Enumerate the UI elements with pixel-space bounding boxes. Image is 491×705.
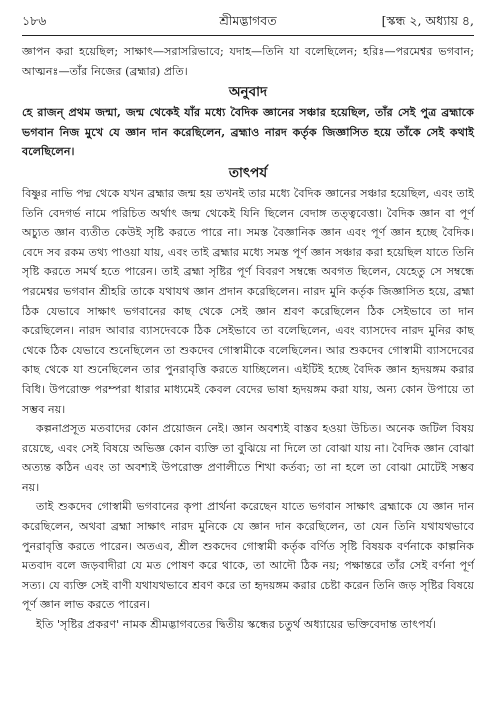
page-number: ১৮৬ — [22, 13, 47, 28]
purport-paragraph-2: কল্পনাপ্রসূত মতবাদের কোন প্রয়োজন নেই। জ্ঞান অবশ্যই বাস্তব হওয়া উচিত। অনেক জটিল বিষয় রয়েছে, এবং সেই বিষয়ে অভিজ্ঞ কোন ব্যক্তি তা বুঝিয়ে না দিলে তা বোঝা যায় না। বৈদিক জ্ঞান বোঝা অত্যন্ত কঠিন এবং তা অবশ্যই উপরোক্ত প্রণালীতে শিখা কর্তব্য; তা না হলে তা বোঝা মোটেই সম্ভব নয়। — [22, 422, 474, 494]
purport-heading: তাৎপর্য — [228, 164, 268, 181]
page-header — [22, 8, 474, 34]
running-title: শ্রীমদ্ভাগবত — [219, 13, 277, 28]
chapter-colophon: ইতি 'সৃষ্টির প্রকরণ' নামক শ্রীমদ্ভাগবতের দ্বিতীয় স্কন্ধের চতুর্থ অধ্যায়ের ভক্তিবেদান্ত তাৎপর্য। — [36, 618, 437, 632]
translation-text: হে রাজন্ প্রথম জন্মা, জন্ম থেকেই যাঁর মধ্যে বৈদিক জ্ঞানের সঞ্চার হয়েছিল, তাঁর সেই পুত্র ব্রহ্মাকে ভগবান নিজ মুখে যে জ্ঞান দান করেছিলেন, ব্রহ্মাও নারদ কর্তৃক জিজ্ঞাসিত হয়ে তাঁকে সেই কথাই বলেছিলেন। — [22, 105, 474, 159]
translation-heading: অনুবাদ — [228, 84, 268, 101]
purport-paragraph-3: তাই শুকদেব গোস্বামী ভগবানের কৃপা প্রার্থনা করেছেন যাতে ভগবান সাক্ষাৎ ব্রহ্মাকে যে জ্ঞান দান করেছিলেন, অথবা ব্রহ্মা সাক্ষাৎ নারদ মুনিকে যে জ্ঞান দান করেছিলেন, তা যেন তিনি যথাযথভাবে পুনরাবৃত্তি করতে পারেন। অতএব, শ্রীল শুকদেব গোস্বামী কর্তৃক বর্ণিত সৃষ্টি বিষয়ক বর্ণনাকে কাল্পনিক মতবাদ বলে জড়বাদীরা যে মত পোষণ করে থাকে, তা আদৌ ঠিক নয়; পক্ষান্তরে তাঁর সেই বর্ণনা পূর্ণ সত্য। যে ব্যক্তি সেই বাণী যথাযথভাবে শ্রবণ করে তা হৃদয়ঙ্গম করার চেষ্টা করেন তিনি জড় সৃষ্টির বিষয়ে পূর্ণ জ্ঞান লাভ করতে পারেন। — [22, 500, 474, 612]
header-rule — [22, 35, 474, 36]
purport-paragraph-1: বিষ্ণুর নাভি পদ্ম থেকে যখন ব্রহ্মার জন্ম হয় তখনই তার মধ্যে বৈদিক জ্ঞানের সঞ্চার হয়েছিল, এবং তাই তিনি বেদগর্ভ নামে পরিচিত অর্থাৎ জন্ম থেকেই যিনি ছিলেন বেদাঙ্গ তত্ত্ববেত্তা। বৈদিক জ্ঞান বা পূর্ণ অচ্যুত জ্ঞান ব্যতীত কেউই সৃষ্টি করতে পারে না। সমস্ত বৈজ্ঞানিক জ্ঞান এবং পূর্ণ জ্ঞান হচ্ছে বৈদিক। বেদে সব রকম তথ্য পাওয়া যায়, এবং তাই ব্রহ্মার মধ্যে সমস্ত পূর্ণ জ্ঞান সঞ্চার করা হয়েছিল যাতে তিনি সৃষ্টি করতে সমর্থ হতে পারেন। তাই ব্রহ্মা সৃষ্টির পূর্ণ বিবরণ সম্বন্ধে অবগত ছিলেন, যেহেতু সে সম্বন্ধে পরমেশ্বর ভগবান শ্রীহরি তাকে যথাযথ জ্ঞান প্রদান করেছিলেন। নারদ মুনি কর্তৃক জিজ্ঞাসিত হয়ে, ব্রহ্মা ঠিক যেভাবে সাক্ষাৎ ভগবানের কাছ থেকে সেই জ্ঞান শ্রবণ করেছিলেন ঠিক সেইভাবে তা দান করেছিলেন। নারদ আবার ব্যাসদেবকে ঠিক সেইভাবে তা বলেছিলেন, এবং ব্যাসদেব নারদ মুনির কাছ থেকে ঠিক যেভাবে শুনেছিলেন তা শুকদেব গোস্বামীকে বলেছিলেন। আর শুকদেব গোস্বামী ব্যাসদেবের কাছ থেকে যা শুনেছিলেন তার পুনরাবৃত্তি করতে যাচ্ছিলেন। এইটিই হচ্ছে বৈদিক জ্ঞান হৃদয়ঙ্গম করার বিধি। উপরোক্ত পরম্পরা ধারার মাধ্যমেই কেবল বেদের ভাষা হৃদয়ঙ্গম করা যায়, অন্য কোন উপায়ে তা সম্ভব নয়। — [22, 186, 474, 416]
page-body — [22, 42, 474, 635]
book-page — [22, 8, 474, 632]
chapter-reference: [স্কন্ধ ২, অধ্যায় ৪, — [381, 13, 474, 28]
synonyms-text: জ্ঞাপন করা হয়েছিল; সাক্ষাৎ—সরাসরিভাবে; যদাহ—তিনি যা বলেছিলেন; হরিঃ—পরমেশ্বর ভগবান; আত্মনঃ—তাঁর নিজের (ব্রহ্মার) প্রতি। — [22, 45, 474, 78]
